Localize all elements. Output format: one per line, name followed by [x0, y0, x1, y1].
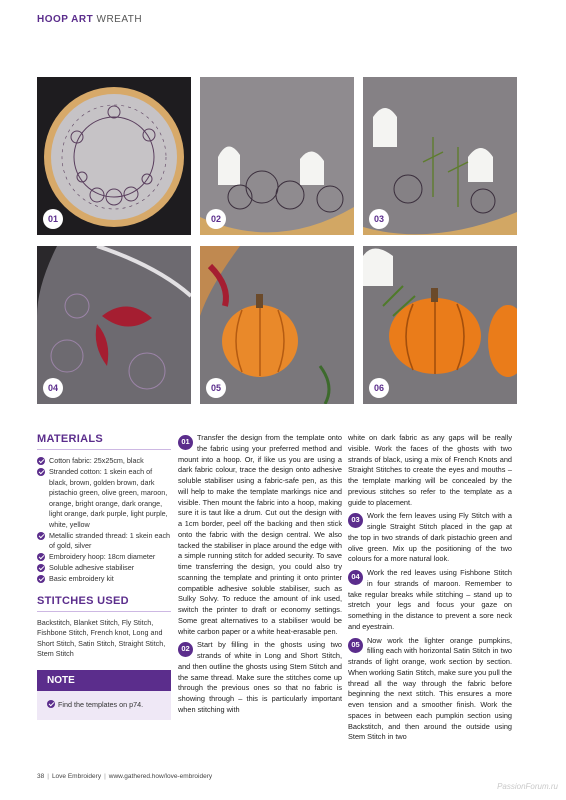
step-number: 05 [348, 638, 363, 653]
materials-list [37, 456, 171, 585]
photo-step-02 [200, 77, 354, 235]
check-icon [47, 700, 55, 708]
list-item: Stranded cotton: 1 skein each of black, brown, golden brown, dark pistachio green, olive green, maroon, orange, bright orange, dark orange, light orange, dark purple, light purple, white, yellow [37, 467, 171, 530]
step-badge: 03 [369, 209, 389, 229]
check-icon [37, 468, 45, 476]
section-title: HOOP ART [37, 14, 94, 25]
step-badge: 06 [369, 378, 389, 398]
page-footer: 38 | Love Embroidery | www.gathered.how/love-embroidery [37, 773, 213, 780]
step-number: 03 [348, 513, 363, 528]
list-item: Metallic stranded thread: 1 skein each of gold, silver [37, 531, 171, 552]
divider [37, 611, 171, 612]
step-number: 04 [348, 570, 363, 585]
step-03: 03 Work the fern leaves using Fly Stitch with a single Straight Stitch placed in the gap at the top in two strands of dark pistachio green and olive green. Mix up the positioning of the two colours for a more natural look. [348, 511, 512, 564]
photo-step-04 [37, 246, 191, 404]
note-title: NOTE [37, 670, 171, 691]
list-item: Soluble adhesive stabiliser [37, 563, 171, 574]
list-item: Embroidery hoop: 18cm diameter [37, 552, 171, 563]
note-box [37, 670, 171, 720]
photo-step-05 [200, 246, 354, 404]
step-badge: 02 [206, 209, 226, 229]
photo-step-01 [37, 77, 191, 235]
list-item: Basic embroidery kit [37, 574, 171, 585]
materials-title: MATERIALS [37, 433, 104, 445]
step-number: 01 [178, 435, 193, 450]
sidebar [37, 433, 171, 720]
page-header [37, 14, 142, 25]
step-02-continued: white on dark fabric as any gaps will be really visible. Work the faces of the ghosts with two strands of black, using a mix of French Knots and Straight Stitches to create the eyes and mouths – the template marking will be concealed by the previous stitches so refer to the template as a guide to placement. [348, 433, 512, 507]
step-04: 04 Work the red leaves using Fishbone Stitch in four strands of maroon. Remember to take regular breaks while stitching – stand up to stretch your legs and focus your gaze on something in the distance to prevent a sore neck and eyestrain. [348, 568, 512, 631]
check-icon [37, 532, 45, 540]
photo-step-06 [363, 246, 517, 404]
step-02: 02 Start by filling in the ghosts using two strands of white in Long and Short Stitch, and then outline the ghosts using Stem Stitch and the same thread. Make sure the stitches come up through the previous ones so that no fabric is showing through – this is particularly important when stitching with [178, 640, 342, 714]
stitches-title: STITCHES USED [37, 594, 129, 607]
watermark: PassionForum.ru [497, 782, 558, 791]
check-icon [37, 564, 45, 572]
website-url: www.gathered.how/love-embroidery [108, 773, 213, 780]
photo-step-03 [363, 77, 517, 235]
step-01: 01 Transfer the design from the template onto the fabric using your preferred method and mount into a hoop. Or, if like us you are using a dark fabric colour, trace the design onto adhesive soluble stabiliser using a fabric-safe pen, as this will help to make the template markings nice and visible. Then mount the fabric into a hoop, making sure it is taut like a drum. Cut out the design with a 1cm border, peel off the backing and then stick onto the fabric with the design central. We also tacked the stabiliser in place around the edge with a simple running stitch for added security. To save time transferring the design, you could also try scanning the template and printing it onto printer compatible adhesive soluble stabiliser, such as Sulky Solvy. To reduce the amount of ink used, switch the printer to draft or economy settings. Some great alternatives to a stabiliser would be white carbon paper or a white heat-erasable pen. [178, 433, 342, 636]
step-number: 02 [178, 642, 193, 657]
body-column-right [348, 433, 512, 743]
check-icon [37, 457, 45, 465]
section-subtitle: WREATH [96, 14, 143, 25]
body-column-middle [178, 433, 342, 716]
magazine-name: Love Embroidery [51, 773, 102, 780]
check-icon [37, 575, 45, 583]
list-item: Cotton fabric: 25x25cm, black [37, 456, 171, 467]
check-icon [37, 553, 45, 561]
divider [37, 449, 171, 450]
step-badge: 04 [43, 378, 63, 398]
note-body: Find the templates on p74. [37, 691, 171, 720]
step-badge: 01 [43, 209, 63, 229]
page-number: 38 [37, 773, 45, 780]
step-badge: 05 [206, 378, 226, 398]
stitches-list: Backstitch, Blanket Stitch, Fly Stitch, Fishbone Stitch, French knot, Long and Short Stitch, Satin Stitch, Straight Stitch, Stem Stitch [37, 617, 166, 658]
step-05: 05 Now work the lighter orange pumpkins, filling each with horizontal Satin Stitch in two strands of light orange, work section by section. When working Satin Stitch, make sure you pull the thread all the way through the fabric before beginning the next stitch. This ensures a more even tension and a smoother finish. Work the spaces in between each pumpkin section using Backstitch, and then around the outside using Stem Stitch in two [348, 635, 512, 742]
